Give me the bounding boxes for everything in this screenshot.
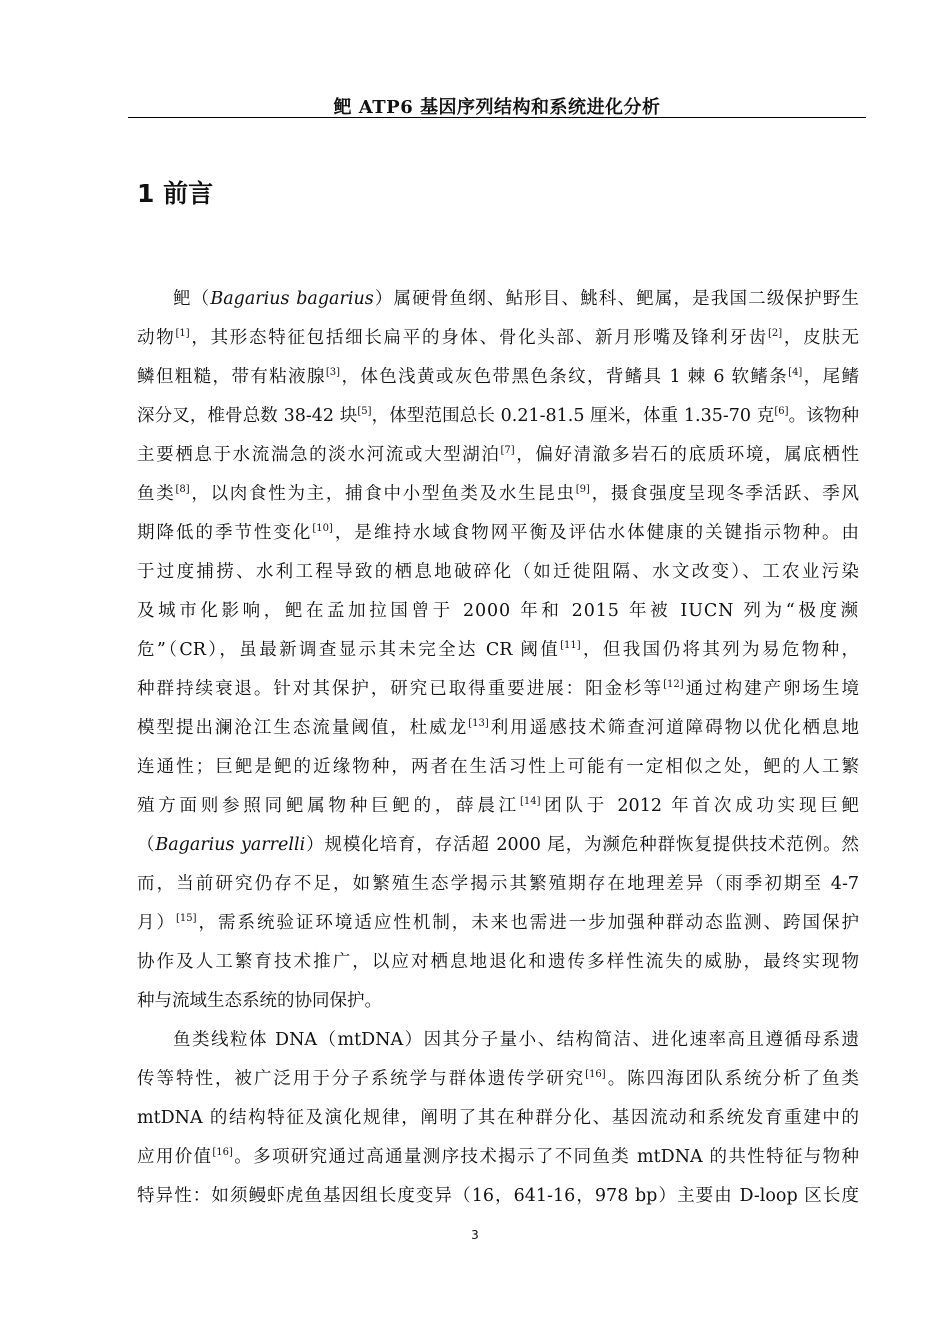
text-run: 鲃（ xyxy=(173,289,211,309)
text-run: 鳞但粗糙，带有粘液腺 xyxy=(137,367,326,387)
paragraph-2-line xyxy=(137,1144,859,1183)
running-header: 鲃 ATP6 基因序列结构和系统进化分析 xyxy=(333,97,661,118)
text-run: 模型提出澜沧江生态流量阈值，杜威龙 xyxy=(137,718,469,738)
paragraph-1-line xyxy=(137,910,859,949)
text-run: 传等特性，被广泛用于分子系统学与群体遗传学研究 xyxy=(137,1069,586,1089)
citation-ref: [11] xyxy=(560,640,581,651)
citation-ref: [4] xyxy=(788,367,803,378)
section-title: 1 前言 xyxy=(137,179,214,208)
text-run: 深分叉，椎骨总数 38-42 块 xyxy=(137,406,358,426)
species-name: Bagarius bagarius xyxy=(210,289,374,309)
species-name: Bagarius yarrelli xyxy=(155,835,306,855)
text-run: ，体型范围总长 0.21-81.5 厘米，体重 1.35-70 克 xyxy=(371,406,775,426)
text-run: ）属硬骨鱼纲、鲇形目、鮡科、鲃属，是我国二级保护野生 xyxy=(373,289,859,309)
paragraph-1-line xyxy=(137,793,859,832)
paragraph-1-line xyxy=(137,988,859,1027)
text-run: 团队于 2012 年首次成功实现巨鲃 xyxy=(540,796,859,816)
citation-ref: [16] xyxy=(212,1147,233,1158)
text-run: 利用遥感技术筛查河道障碍物以优化栖息地 xyxy=(488,718,859,738)
text-run: 主要栖息于水流湍急的淡水河流或大型湖泊 xyxy=(137,445,501,465)
page-number: 3 xyxy=(471,1228,479,1242)
text-run: 。陈四海团队系统分析了鱼类 xyxy=(605,1069,859,1089)
paragraph-1-line xyxy=(137,871,859,910)
text-run: 种与流域生态系统的协同保护。 xyxy=(137,991,382,1011)
paragraph-2-line xyxy=(137,1066,859,1105)
citation-ref: [9] xyxy=(575,484,590,495)
text-run: 鱼类 xyxy=(137,484,176,504)
text-run: 鱼类线粒体 DNA（mtDNA）因其分子量小、结构简洁、进化速率高且遵循母系遗 xyxy=(173,1030,859,1050)
paragraph-1-line xyxy=(137,715,859,754)
paragraph-1-line xyxy=(137,481,859,520)
text-run: 连通性；巨鲃是鲃的近缘物种，两者在生活习性上可能有一定相似之处，鲃的人工繁 xyxy=(137,757,859,777)
text-run: ，以肉食性为主，捕食中小型鱼类及水生昆虫 xyxy=(189,484,576,504)
paragraph-1-line xyxy=(137,520,859,559)
text-run: 通过构建产卵场生境 xyxy=(683,679,859,699)
text-run: ，摄食强度呈现冬季活跃、季风 xyxy=(589,484,859,504)
paragraph-1-line xyxy=(137,325,859,364)
text-run: ，体色浅黄或灰色带黑色条纹，背鳍具 1 棘 6 软鳍条 xyxy=(340,367,789,387)
citation-ref: [2] xyxy=(767,328,783,339)
citation-ref: [8] xyxy=(175,484,190,495)
text-run: 期降低的季节性变化 xyxy=(137,523,313,543)
text-run: ，其形态特征包括细长扁平的身体、骨化头部、新月形嘴及锋利牙齿 xyxy=(189,328,768,348)
text-run: 月） xyxy=(137,913,176,933)
paragraph-2-line xyxy=(137,1105,859,1144)
paragraph-2-line xyxy=(137,1183,859,1222)
citation-ref: [7] xyxy=(500,445,515,456)
citation-ref: [15] xyxy=(175,913,197,924)
paragraph-1-line xyxy=(137,949,859,988)
paragraph-1-line xyxy=(137,559,859,598)
citation-ref: [12] xyxy=(663,679,684,690)
text-run: 而，当前研究仍存不足，如繁殖生态学揭示其繁殖期存在地理差异（雨季初期至 4-7 xyxy=(137,874,859,894)
text-run: （ xyxy=(137,835,156,855)
text-run: 于过度捕捞、水利工程导致的栖息地破碎化（如迁徙阻隔、水文改变）、工农业污染 xyxy=(137,562,859,582)
text-run: 动物 xyxy=(137,328,176,348)
paragraph-1-line xyxy=(137,676,859,715)
text-run: ，需系统验证环境适应性机制，未来也需进一步加强种群动态监测、跨国保护 xyxy=(196,913,859,933)
text-run: ）规模化培育，存活超 2000 尾，为濒危种群恢复提供技术范例。然 xyxy=(305,835,859,855)
body-text xyxy=(137,286,859,1222)
text-run: 危”（CR），虽最新调查显示其未完全达 CR 阈值 xyxy=(137,640,561,660)
header-rule xyxy=(128,117,866,118)
citation-ref: [3] xyxy=(325,367,341,378)
citation-ref: [13] xyxy=(468,718,489,729)
citation-ref: [6] xyxy=(774,406,789,417)
text-run: 殖方面则参照同鲃属物种巨鲃的，薛晨江 xyxy=(137,796,520,816)
paragraph-1-line xyxy=(137,403,859,442)
paragraph-1-line xyxy=(137,364,859,403)
text-run: ，皮肤无 xyxy=(782,328,859,348)
citation-ref: [1] xyxy=(175,328,190,339)
text-run: ，是维持水域食物网平衡及评估水体健康的关键指示物种。由 xyxy=(332,523,859,543)
paragraph-1-line xyxy=(137,754,859,793)
text-run: 。多项研究通过高通量测序技术揭示了不同鱼类 mtDNA 的共性特征与物种 xyxy=(232,1147,859,1167)
text-run: ，但我国仍将其列为易危物种， xyxy=(580,640,859,660)
paragraph-2-line xyxy=(137,1027,859,1066)
text-run: ，偏好清澈多岩石的底质环境，属底栖性 xyxy=(514,445,859,465)
citation-ref: [5] xyxy=(357,406,372,417)
paragraph-1-line xyxy=(137,832,859,871)
text-run: mtDNA 的结构特征及演化规律，阐明了其在种群分化、基因流动和系统发育重建中的 xyxy=(137,1108,859,1128)
citation-ref: [10] xyxy=(312,523,333,534)
paragraph-1-line xyxy=(137,442,859,481)
text-run: 特异性：如须鳗虾虎鱼基因组长度变异（16，641-16，978 bp）主要由 D-loop 区长度 xyxy=(137,1186,859,1206)
text-run: 及城市化影响，鲃在孟加拉国曾于 2000 年和 2015 年被 IUCN 列为“极度濒 xyxy=(137,601,859,621)
paragraph-1-line xyxy=(137,286,859,325)
citation-ref: [14] xyxy=(519,796,541,807)
text-run: 应用价值 xyxy=(137,1147,213,1167)
text-run: 种群持续衰退。针对其保护，研究已取得重要进展：阳金杉等 xyxy=(137,679,664,699)
text-run: 协作及人工繁育技术推广，以应对栖息地退化和遗传多样性流失的威胁，最终实现物 xyxy=(137,952,859,972)
citation-ref: [16] xyxy=(585,1069,606,1080)
paragraph-1-line xyxy=(137,598,859,637)
paragraph-1-line xyxy=(137,637,859,676)
text-run: ，尾鳍 xyxy=(802,367,859,387)
text-run: 。该物种 xyxy=(788,406,859,426)
